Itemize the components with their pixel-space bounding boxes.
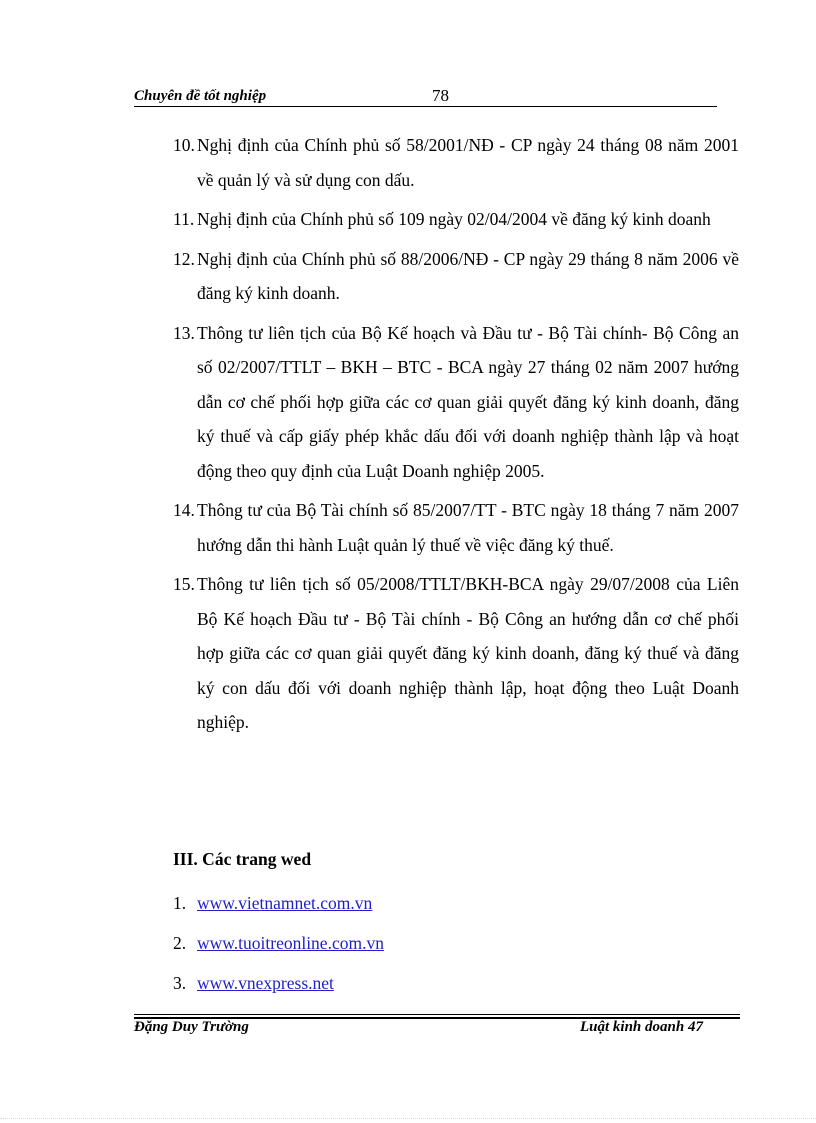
reference-text: Nghị định của Chính phủ số 88/2006/NĐ - CP ngày 29 tháng 8 năm 2006 về đăng ký kinh doanh.: [197, 248, 739, 303]
reference-item: [173, 128, 739, 197]
header-title: Chuyên đề tốt nghiệp: [134, 88, 267, 104]
footer-author: Đặng Duy Trường: [134, 1019, 249, 1035]
reference-item: [173, 316, 739, 489]
website-item: [173, 923, 739, 963]
reference-item: [173, 202, 739, 237]
reference-list: [173, 128, 739, 745]
reference-number: 13.: [173, 322, 195, 343]
reference-item: [173, 567, 739, 740]
reference-number: 12.: [173, 248, 195, 269]
reference-item: [173, 493, 739, 562]
website-number: 3.: [173, 973, 187, 993]
reference-text: Nghị định của Chính phủ số 58/2001/NĐ - CP ngày 24 tháng 08 năm 2001 về quản lý và sử dụng con dấu.: [197, 135, 739, 190]
page-edge: [0, 1118, 816, 1119]
website-item: [173, 963, 739, 1003]
website-link-tuoitreonline[interactable]: www.tuoitreonline.com.vn: [197, 933, 384, 953]
header-divider: [134, 106, 717, 107]
page-number: 78: [432, 86, 449, 105]
reference-number: 10.: [173, 135, 195, 155]
reference-item: [173, 242, 739, 311]
website-number: 2.: [173, 933, 187, 953]
reference-text: Nghị định của Chính phủ số 109 ngày 02/04/2004 về đăng ký kinh doanh: [197, 209, 711, 229]
website-list: [173, 883, 739, 1003]
footer-divider-thin: [134, 1014, 740, 1015]
website-link-vietnamnet[interactable]: www.vietnamnet.com.vn: [197, 893, 373, 913]
reference-text: Thông tư của Bộ Tài chính số 85/2007/TT - BTC ngày 18 tháng 7 năm 2007 hướng dẫn thi hành Luật quản lý thuế về việc đăng ký thuế.: [197, 500, 739, 555]
reference-text: Thông tư liên tịch của Bộ Kế hoạch và Đầu tư - Bộ Tài chính- Bộ Công an số 02/2007/TTLT – BKH – BTC - BCA ngày 27 tháng 02 năm 2007 hướng dẫn cơ chế phối hợp giữa các cơ quan giải quyết đăng ký kinh doanh, đăng ký thuế và cấp giấy phép khắc dấu đối với doanh nghiệp thành lập và hoạt động theo quy định của Luật Doanh nghiệp 2005.: [197, 322, 739, 481]
section-title: III. Các trang wed: [173, 849, 312, 869]
website-link-vnexpress[interactable]: www.vnexpress.net: [197, 973, 334, 993]
footer-class: Luật kinh doanh 47: [580, 1019, 703, 1035]
reference-number: 11.: [173, 209, 195, 229]
reference-text: Thông tư liên tịch số 05/2008/TTLT/BKH-BCA ngày 29/07/2008 của Liên Bộ Kế hoạch Đầu tư - Bộ Tài chính - Bộ Công an hướng dẫn cơ chế phối hợp giữa các cơ quan giải quyết đăng ký kinh doanh, đăng ký thuế và đăng ký con dấu đối với doanh nghiệp thành lập, hoạt động theo Luật Doanh nghiệp.: [197, 574, 739, 732]
website-item: [173, 883, 739, 923]
reference-number: 14.: [173, 500, 195, 520]
reference-number: 15.: [173, 574, 195, 594]
website-number: 1.: [173, 893, 187, 913]
